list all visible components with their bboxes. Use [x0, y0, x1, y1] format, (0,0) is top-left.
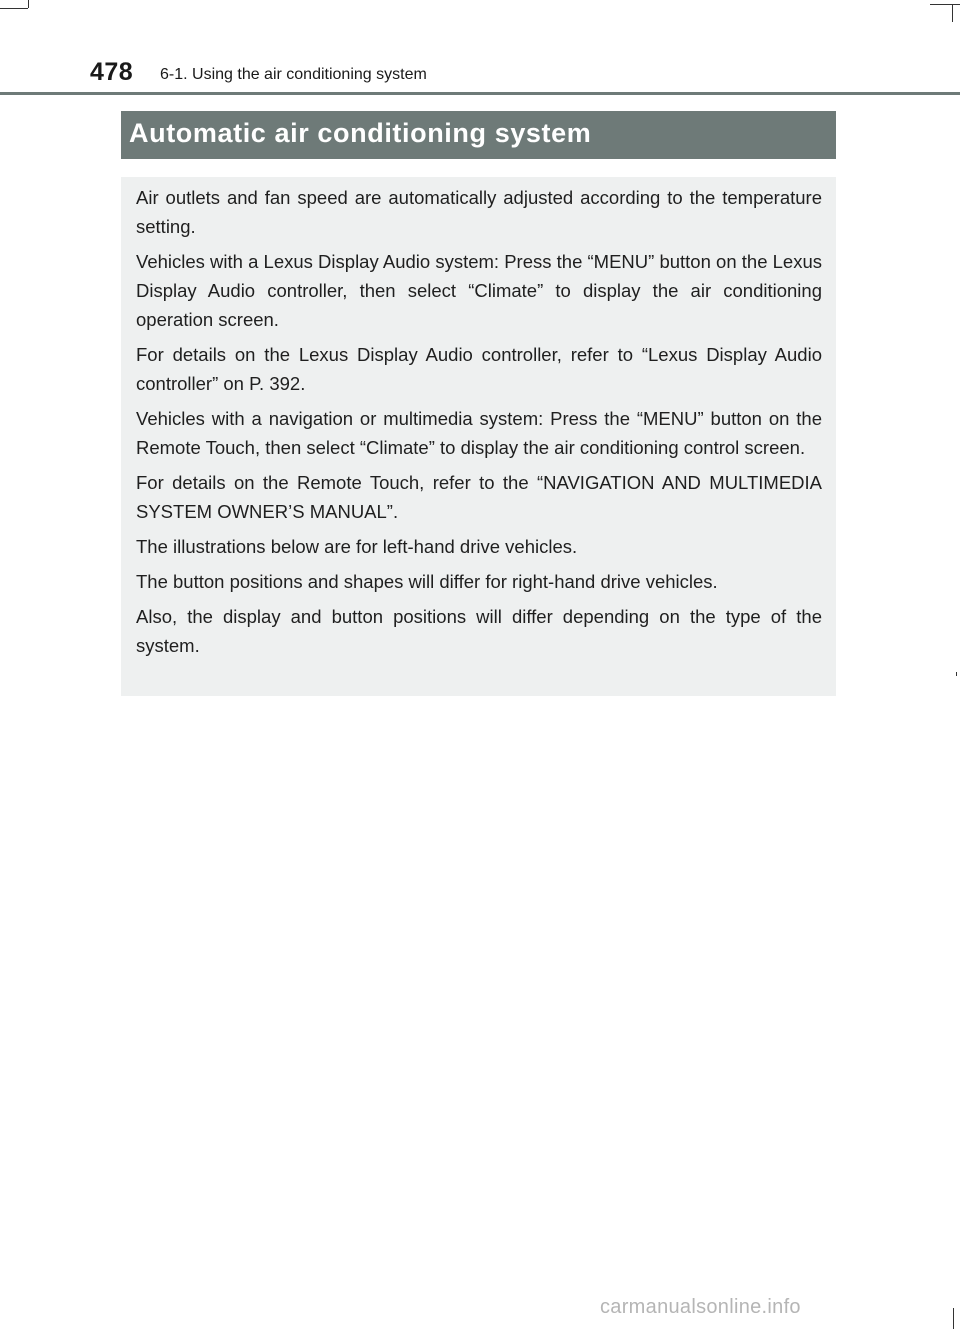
- crop-mark: [0, 8, 28, 9]
- header-rule: [0, 92, 960, 95]
- paragraph: Vehicles with a navigation or multimedia system: Press the “MENU” button on the Remote Touch, then select “Climate” to display the air conditioning control screen.: [136, 408, 822, 458]
- page-number: 478: [90, 58, 134, 86]
- paragraph: The illustrations below are for left-hand drive vehicles.: [136, 536, 578, 557]
- crop-mark: [952, 4, 953, 22]
- page-header: [0, 52, 960, 96]
- paragraph: Also, the display and button positions will differ depending on the type of the system.: [136, 606, 822, 656]
- paragraph: Air outlets and fan speed are automatically adjusted according to the temperature setting.: [136, 187, 822, 237]
- section-title: Automatic air conditioning system: [129, 118, 592, 148]
- paragraph: The button positions and shapes will differ for right-hand drive vehicles.: [136, 571, 718, 592]
- crop-mark: [953, 1308, 954, 1329]
- section-title-bar: [121, 111, 836, 159]
- content-panel: [121, 177, 836, 696]
- watermark-link[interactable]: carmanualsonline.info: [600, 1296, 801, 1318]
- paragraph: Vehicles with a Lexus Display Audio system: Press the “MENU” button on the Lexus Display Audio controller, then select “Climate” to display the air conditioning operation screen.: [136, 251, 822, 330]
- crop-mark: [930, 4, 960, 5]
- section-path: 6-1. Using the air conditioning system: [160, 66, 427, 83]
- crop-mark: [956, 672, 957, 676]
- paragraph: For details on the Remote Touch, refer to the “NAVIGATION AND MULTIMEDIA SYSTEM OWNER’S MANUAL”.: [136, 472, 822, 522]
- crop-mark: [28, 0, 29, 8]
- paragraph: For details on the Lexus Display Audio controller, refer to “Lexus Display Audio controller” on P. 392.: [136, 344, 822, 394]
